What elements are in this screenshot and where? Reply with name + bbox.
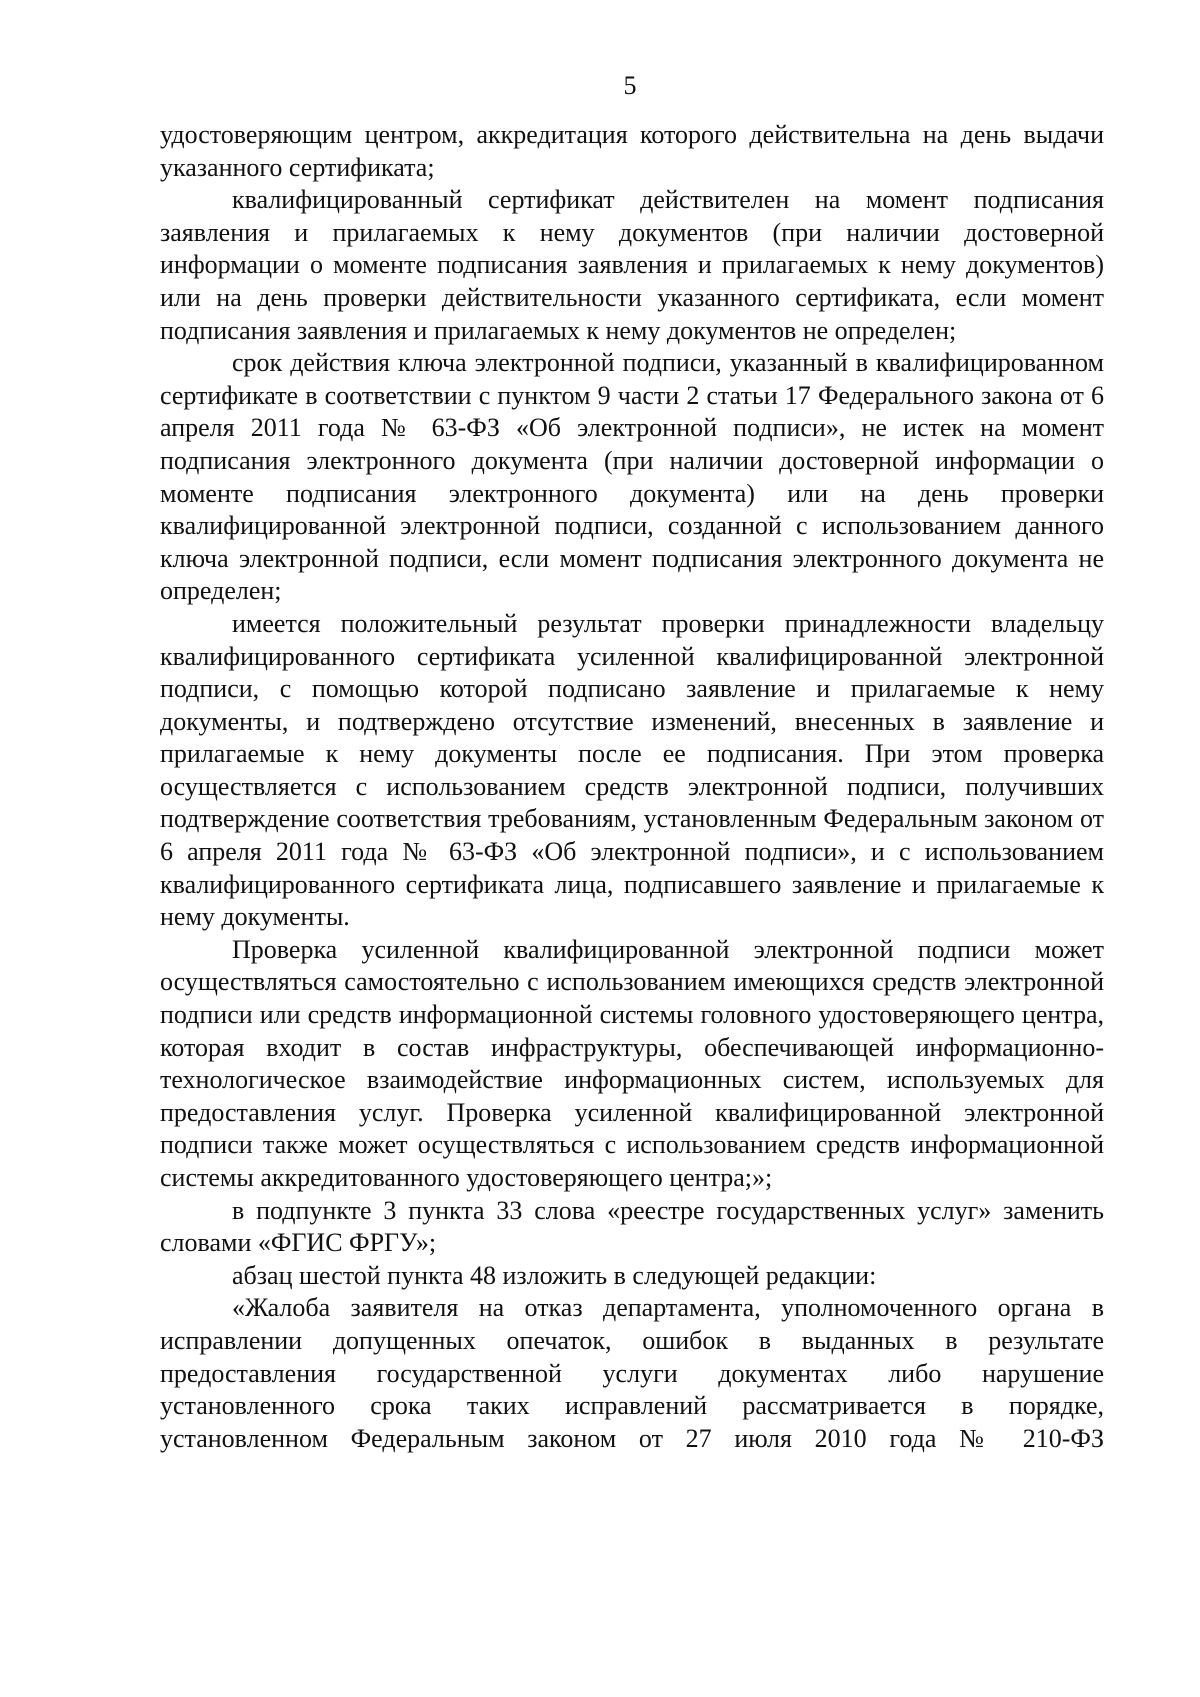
paragraph-verification-result: имеется положительный результат проверки принадлежности владельцу квалифицированного сертификата усиленной квалифицированной электронной подписи, с помощью которой подписано заявление и прилагаемые к нему документы, и подтверждено отсутствие изменений, внесенных в заявление и прилагаемые к нему документы после ее подписания. При этом проверка осуществляется с использованием средств электронной подписи, получивших подтверждение соответствия требованиям, установленным Федеральным законом от 6 апреля 2011 года № 63-ФЗ «Об электронной подписи», и с использованием квалифицированного сертификата лица, подписавшего заявление и прилагаемые к нему документы. [160,608,1104,932]
document-body [160,119,1104,1455]
paragraph-subclause-33: в подпункте 3 пункта 33 слова «реестре государственных услуг» заменить словами «ФГИС ФРГУ»; [160,1195,1104,1258]
paragraph-complaint: «Жалоба заявителя на отказ департамента, уполномоченного органа в исправлении допущенных опечаток, ошибок в выданных в результате предоставления государственной услуги документах либо нарушение установленного срока таких исправлений рассматривается в порядке, установленном Федеральным законом от 27 июля 2010 года № 210-ФЗ [160,1293,1104,1453]
paragraph-certificate-validity: квалифицированный сертификат действителен на момент подписания заявления и прилагаемых к нему документов (при наличии достоверной информации о моменте подписания заявления и прилагаемых к нему документов) или на день проверки действительности указанного сертификата, если момент подписания заявления и прилагаемых к нему документов не определен; [160,185,1104,345]
paragraph-clause-48: абзац шестой пункта 48 изложить в следующей редакции: [232,1260,877,1290]
paragraph-accreditation: удостоверяющим центром, аккредитация которого действительна на день выдачи указанного сертификата; [160,120,1104,182]
page-number: 5 [623,71,637,100]
paragraph-key-term: срок действия ключа электронной подписи, указанный в квалифицированном сертификате в соответствии с пунктом 9 части 2 статьи 17 Федерального закона от 6 апреля 2011 года № 63-ФЗ «Об электронной подписи», не истек на момент подписания электронного документа (при наличии достоверной информации о моменте подписания электронного документа) или на день проверки квалифицированной электронной подписи, созданной с использованием данного ключа электронной подписи, если момент подписания электронного документа не определен; [160,348,1104,606]
paragraph-verification-method: Проверка усиленной квалифицированной электронной подписи может осуществляться самостоятельно с использованием имеющихся средств электронной подписи или средств информационной системы головного удостоверяющего центра, которая входит в состав инфраструктуры, обеспечивающей информационно-технологическое взаимодействие информационных систем, используемых для предоставления услуг. Проверка усиленной квалифицированной электронной подписи также может осуществляться с использованием средств информационной системы аккредитованного удостоверяющего центра;»; [160,934,1104,1192]
